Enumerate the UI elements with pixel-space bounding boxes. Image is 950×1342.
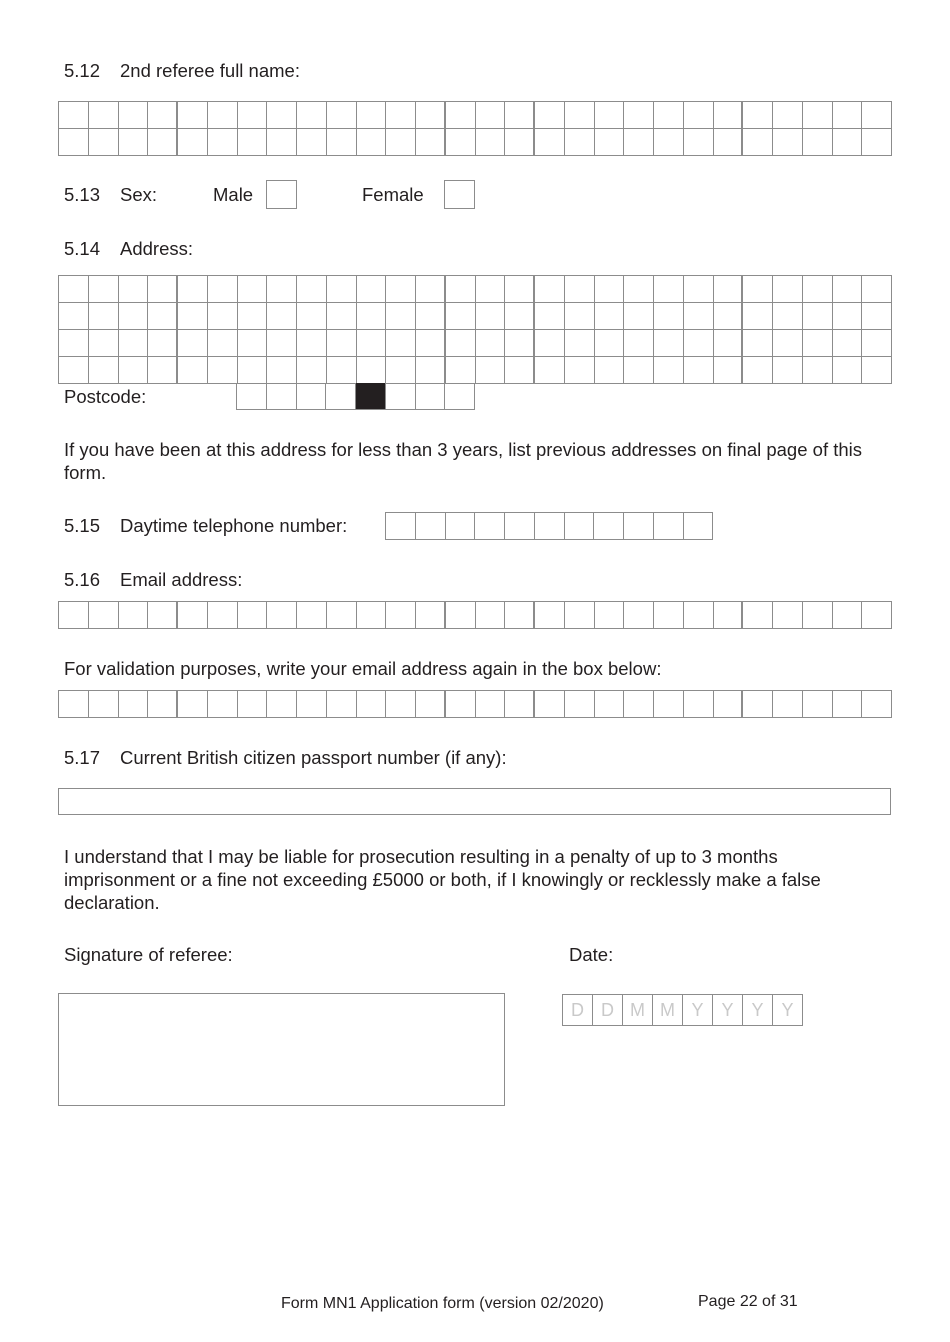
char-box[interactable] [297, 691, 327, 718]
char-box[interactable] [148, 602, 178, 629]
char-box[interactable] [267, 602, 297, 629]
question-text: Email address: [120, 569, 243, 590]
char-box[interactable] [595, 129, 625, 156]
postcode-cell[interactable] [416, 383, 446, 410]
char-box[interactable] [684, 102, 714, 129]
postcode-cell[interactable] [297, 383, 327, 410]
char-box[interactable] [624, 513, 654, 540]
char-box[interactable] [208, 129, 238, 156]
passport-number-input[interactable] [58, 788, 891, 815]
char-box[interactable] [446, 602, 476, 629]
char-box[interactable] [416, 357, 446, 384]
char-box[interactable] [208, 330, 238, 357]
char-box[interactable] [714, 129, 744, 156]
char-box[interactable] [178, 102, 208, 129]
char-box[interactable] [684, 276, 714, 303]
char-box[interactable] [595, 330, 625, 357]
postcode-cell[interactable] [326, 383, 356, 410]
char-box[interactable] [684, 129, 714, 156]
question-number: 5.13 [64, 184, 101, 205]
char-box[interactable] [714, 102, 744, 129]
char-box[interactable] [148, 691, 178, 718]
char-box[interactable] [862, 129, 892, 156]
char-box[interactable] [714, 602, 744, 629]
char-box[interactable] [238, 129, 268, 156]
char-box[interactable] [178, 357, 208, 384]
char-box[interactable] [119, 129, 149, 156]
char-box[interactable] [862, 276, 892, 303]
char-box[interactable] [803, 691, 833, 718]
char-box[interactable] [119, 357, 149, 384]
email-grid[interactable] [58, 601, 892, 629]
char-box[interactable] [714, 357, 744, 384]
char-box[interactable] [743, 691, 773, 718]
char-box[interactable] [505, 691, 535, 718]
char-box[interactable] [595, 357, 625, 384]
char-box[interactable] [416, 129, 446, 156]
char-box[interactable] [238, 330, 268, 357]
char-box[interactable] [684, 303, 714, 330]
char-box[interactable] [89, 276, 119, 303]
char-box[interactable] [654, 357, 684, 384]
char-box[interactable] [357, 357, 387, 384]
date-year-cell[interactable]: Y [713, 995, 743, 1026]
char-box[interactable] [178, 303, 208, 330]
char-box[interactable] [833, 602, 863, 629]
char-box[interactable] [476, 129, 506, 156]
postcode-cell[interactable] [267, 383, 297, 410]
char-box[interactable] [862, 357, 892, 384]
char-box[interactable] [505, 102, 535, 129]
char-box[interactable] [684, 513, 714, 540]
question-5-12-label [64, 60, 300, 82]
char-box[interactable] [238, 602, 268, 629]
char-box[interactable] [267, 303, 297, 330]
char-box[interactable] [297, 129, 327, 156]
char-box[interactable] [59, 276, 89, 303]
char-box[interactable] [743, 357, 773, 384]
char-box[interactable] [416, 602, 446, 629]
char-box[interactable] [565, 602, 595, 629]
char-box[interactable] [148, 276, 178, 303]
char-box[interactable] [446, 357, 476, 384]
char-box[interactable] [535, 357, 565, 384]
char-box[interactable] [654, 330, 684, 357]
char-box[interactable] [476, 602, 506, 629]
footer-page-number: Page 22 of 31 [698, 1293, 798, 1310]
char-box[interactable] [714, 330, 744, 357]
char-box[interactable] [297, 330, 327, 357]
char-box[interactable] [773, 357, 803, 384]
char-box[interactable] [59, 303, 89, 330]
char-box[interactable] [624, 276, 654, 303]
char-box[interactable] [505, 276, 535, 303]
char-box[interactable] [297, 276, 327, 303]
char-box[interactable] [386, 129, 416, 156]
char-box[interactable] [476, 102, 506, 129]
char-box[interactable] [684, 330, 714, 357]
char-box[interactable] [654, 303, 684, 330]
char-box[interactable] [327, 102, 357, 129]
char-box[interactable] [654, 129, 684, 156]
char-box[interactable] [773, 303, 803, 330]
question-number: 5.16 [64, 569, 101, 590]
char-box[interactable] [297, 303, 327, 330]
char-box[interactable] [803, 276, 833, 303]
char-box[interactable] [654, 602, 684, 629]
char-box[interactable] [773, 102, 803, 129]
char-box[interactable] [773, 129, 803, 156]
char-box[interactable] [654, 513, 684, 540]
full-name-grid[interactable] [58, 101, 892, 156]
char-box[interactable] [595, 102, 625, 129]
char-box[interactable] [535, 102, 565, 129]
email-validation-note: For validation purposes, write your email address again in the box below: [64, 658, 662, 679]
char-box[interactable] [178, 691, 208, 718]
question-number: 5.12 [64, 60, 101, 81]
postcode-cell[interactable] [237, 383, 267, 410]
char-box[interactable] [833, 303, 863, 330]
char-box[interactable] [446, 102, 476, 129]
char-box[interactable] [565, 303, 595, 330]
char-box[interactable] [654, 691, 684, 718]
char-box[interactable] [386, 513, 416, 540]
char-box[interactable] [773, 602, 803, 629]
char-box[interactable] [684, 691, 714, 718]
char-box[interactable] [148, 357, 178, 384]
char-box[interactable] [624, 330, 654, 357]
char-box[interactable] [416, 303, 446, 330]
char-box[interactable] [595, 276, 625, 303]
address-note: If you have been at this address for less than 3 years, list previous addresses on final page of this form. [64, 439, 863, 483]
char-box[interactable] [714, 691, 744, 718]
char-box[interactable] [416, 691, 446, 718]
char-box[interactable] [505, 330, 535, 357]
date-year-cell[interactable]: Y [773, 995, 803, 1026]
char-box[interactable] [862, 691, 892, 718]
char-box[interactable] [714, 303, 744, 330]
char-box[interactable] [446, 129, 476, 156]
char-box[interactable] [803, 129, 833, 156]
male-label: Male [213, 184, 254, 205]
char-box[interactable] [386, 357, 416, 384]
char-box[interactable] [178, 330, 208, 357]
char-box[interactable] [565, 102, 595, 129]
char-box[interactable] [59, 129, 89, 156]
char-box[interactable] [238, 276, 268, 303]
footer-form-name: Form MN1 Application form (version 02/2020) [281, 1295, 604, 1312]
char-box[interactable] [565, 330, 595, 357]
char-box[interactable] [624, 129, 654, 156]
date-month-cell[interactable]: M [623, 995, 653, 1026]
char-box[interactable] [357, 602, 387, 629]
question-text: Current British citizen passport number (if any): [120, 747, 507, 768]
char-box[interactable] [267, 691, 297, 718]
char-box[interactable] [357, 691, 387, 718]
date-month-cell[interactable]: M [653, 995, 683, 1026]
char-box[interactable] [89, 357, 119, 384]
char-box[interactable] [267, 276, 297, 303]
char-box[interactable] [565, 691, 595, 718]
char-box[interactable] [59, 102, 89, 129]
char-box[interactable] [148, 129, 178, 156]
char-box[interactable] [148, 330, 178, 357]
date-year-cell[interactable]: Y [743, 995, 773, 1026]
postcode-cell[interactable] [386, 383, 416, 410]
email-confirm-grid[interactable] [58, 690, 892, 718]
char-box[interactable] [833, 276, 863, 303]
char-box[interactable] [446, 513, 476, 540]
char-box[interactable] [505, 513, 535, 540]
char-box[interactable] [833, 102, 863, 129]
char-box[interactable] [505, 357, 535, 384]
char-box[interactable] [684, 357, 714, 384]
char-box[interactable] [386, 102, 416, 129]
char-box[interactable] [446, 303, 476, 330]
char-box[interactable] [327, 602, 357, 629]
date-day-cell[interactable]: D [593, 995, 623, 1026]
char-box[interactable] [178, 129, 208, 156]
char-box[interactable] [238, 357, 268, 384]
char-box[interactable] [535, 602, 565, 629]
char-box[interactable] [59, 691, 89, 718]
char-box[interactable] [386, 602, 416, 629]
date-day-cell[interactable]: D [563, 995, 593, 1026]
char-box[interactable] [535, 691, 565, 718]
char-box[interactable] [862, 602, 892, 629]
char-box[interactable] [208, 102, 238, 129]
char-box[interactable] [119, 691, 149, 718]
char-box[interactable] [327, 691, 357, 718]
telephone-grid[interactable] [385, 512, 713, 540]
char-box[interactable] [327, 276, 357, 303]
char-box[interactable] [743, 303, 773, 330]
char-box[interactable] [535, 276, 565, 303]
question-text: Sex: [120, 184, 158, 205]
char-box[interactable] [119, 602, 149, 629]
char-box[interactable] [773, 691, 803, 718]
postcode-grid[interactable] [236, 383, 475, 410]
char-box[interactable] [476, 276, 506, 303]
char-box[interactable] [357, 129, 387, 156]
female-checkbox[interactable] [444, 180, 475, 209]
char-box[interactable] [59, 602, 89, 629]
char-box[interactable] [327, 129, 357, 156]
char-box[interactable] [446, 276, 476, 303]
address-grid[interactable] [58, 275, 892, 384]
char-box[interactable] [476, 691, 506, 718]
char-box[interactable] [89, 330, 119, 357]
char-box[interactable] [119, 303, 149, 330]
char-box[interactable] [238, 691, 268, 718]
char-box[interactable] [565, 276, 595, 303]
question-5-13-label [64, 184, 157, 206]
char-box[interactable] [535, 303, 565, 330]
char-box[interactable] [743, 102, 773, 129]
postcode-label: Postcode: [64, 386, 147, 407]
char-box[interactable] [595, 303, 625, 330]
char-box[interactable] [446, 330, 476, 357]
char-box[interactable] [416, 102, 446, 129]
char-box[interactable] [594, 513, 624, 540]
char-box[interactable] [357, 102, 387, 129]
char-box[interactable] [595, 602, 625, 629]
char-box[interactable] [416, 330, 446, 357]
postcode-cell[interactable] [445, 383, 475, 410]
char-box[interactable] [119, 276, 149, 303]
char-box[interactable] [803, 102, 833, 129]
char-box[interactable] [476, 303, 506, 330]
char-box[interactable] [386, 330, 416, 357]
question-text: Daytime telephone number: [120, 515, 348, 536]
postcode-separator-cell [356, 383, 386, 410]
char-box[interactable] [267, 129, 297, 156]
signature-box[interactable] [58, 993, 505, 1106]
char-box[interactable] [59, 357, 89, 384]
char-box[interactable] [148, 102, 178, 129]
char-box[interactable] [654, 102, 684, 129]
char-box[interactable] [595, 691, 625, 718]
char-box[interactable] [119, 330, 149, 357]
question-number: 5.14 [64, 238, 101, 259]
char-box[interactable] [803, 330, 833, 357]
char-box[interactable] [535, 330, 565, 357]
char-box[interactable] [327, 330, 357, 357]
date-label: Date: [569, 944, 614, 965]
char-box[interactable] [416, 513, 446, 540]
char-box[interactable] [89, 129, 119, 156]
char-box[interactable] [833, 691, 863, 718]
question-5-15-label [64, 515, 347, 537]
char-box[interactable] [862, 330, 892, 357]
char-box[interactable] [148, 303, 178, 330]
char-box[interactable] [743, 330, 773, 357]
char-box[interactable] [178, 602, 208, 629]
char-box[interactable] [803, 303, 833, 330]
char-box[interactable] [624, 303, 654, 330]
char-box[interactable] [535, 129, 565, 156]
char-box[interactable] [773, 330, 803, 357]
char-box[interactable] [208, 357, 238, 384]
char-box[interactable] [267, 102, 297, 129]
char-box[interactable] [624, 102, 654, 129]
char-box[interactable] [208, 602, 238, 629]
date-input[interactable] [562, 994, 803, 1026]
char-box[interactable] [208, 691, 238, 718]
char-box[interactable] [505, 602, 535, 629]
char-box[interactable] [624, 691, 654, 718]
char-box[interactable] [267, 357, 297, 384]
char-box[interactable] [297, 357, 327, 384]
char-box[interactable] [267, 330, 297, 357]
char-box[interactable] [803, 602, 833, 629]
char-box[interactable] [416, 276, 446, 303]
char-box[interactable] [743, 129, 773, 156]
char-box[interactable] [833, 129, 863, 156]
char-box[interactable] [833, 330, 863, 357]
char-box[interactable] [238, 303, 268, 330]
char-box[interactable] [505, 303, 535, 330]
char-box[interactable] [714, 276, 744, 303]
char-box[interactable] [89, 102, 119, 129]
char-box[interactable] [208, 276, 238, 303]
char-box[interactable] [297, 602, 327, 629]
char-box[interactable] [476, 357, 506, 384]
date-year-cell[interactable]: Y [683, 995, 713, 1026]
question-number: 5.17 [64, 747, 101, 768]
question-5-14-label [64, 238, 193, 260]
char-box[interactable] [684, 602, 714, 629]
char-box[interactable] [862, 102, 892, 129]
char-box[interactable] [565, 513, 595, 540]
question-text: 2nd referee full name: [120, 60, 300, 81]
char-box[interactable] [327, 357, 357, 384]
char-box[interactable] [386, 303, 416, 330]
char-box[interactable] [238, 102, 268, 129]
male-checkbox[interactable] [266, 180, 297, 209]
char-box[interactable] [833, 357, 863, 384]
char-box[interactable] [773, 276, 803, 303]
question-number: 5.15 [64, 515, 101, 536]
char-box[interactable] [59, 330, 89, 357]
declaration-text: I understand that I may be liable for prosecution resulting in a penalty of up to 3 months imprisonment or a fine not exceeding £5000 or both, if I knowingly or recklessly make a false declaration. [64, 846, 821, 913]
char-box[interactable] [565, 129, 595, 156]
char-box[interactable] [565, 357, 595, 384]
char-box[interactable] [862, 303, 892, 330]
char-box[interactable] [505, 129, 535, 156]
char-box[interactable] [446, 691, 476, 718]
question-5-16-label [64, 569, 242, 591]
char-box[interactable] [89, 602, 119, 629]
question-5-17-label [64, 747, 507, 769]
char-box[interactable] [743, 276, 773, 303]
char-box[interactable] [624, 602, 654, 629]
char-box[interactable] [357, 276, 387, 303]
char-box[interactable] [357, 330, 387, 357]
char-box[interactable] [208, 303, 238, 330]
char-box[interactable] [803, 357, 833, 384]
char-box[interactable] [178, 276, 208, 303]
char-box[interactable] [386, 691, 416, 718]
char-box[interactable] [297, 102, 327, 129]
char-box[interactable] [743, 602, 773, 629]
char-box[interactable] [89, 303, 119, 330]
char-box[interactable] [654, 276, 684, 303]
char-box[interactable] [535, 513, 565, 540]
char-box[interactable] [475, 513, 505, 540]
signature-label: Signature of referee: [64, 944, 233, 965]
question-text: Address: [120, 238, 194, 259]
char-box[interactable] [476, 330, 506, 357]
char-box[interactable] [89, 691, 119, 718]
char-box[interactable] [119, 102, 149, 129]
char-box[interactable] [327, 303, 357, 330]
char-box[interactable] [357, 303, 387, 330]
char-box[interactable] [386, 276, 416, 303]
char-box[interactable] [624, 357, 654, 384]
female-label: Female [362, 184, 424, 205]
